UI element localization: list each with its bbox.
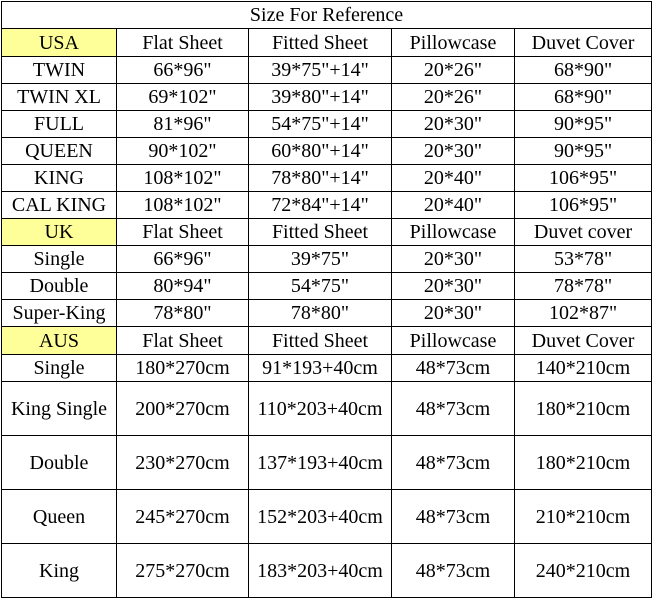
table-row — [2, 111, 652, 138]
dimension-cell: 81*96" — [117, 111, 249, 138]
dimension-cell: 137*193+40cm — [249, 436, 392, 490]
size-name-cell: TWIN XL — [2, 84, 117, 111]
dimension-cell: 106*95" — [515, 192, 652, 219]
dimension-cell: 20*30" — [392, 111, 515, 138]
dimension-cell: 140*210cm — [515, 355, 652, 382]
dimension-cell: 48*73cm — [392, 382, 515, 436]
size-reference-table — [1, 1, 652, 598]
dimension-cell: 39*75"+14" — [249, 57, 392, 84]
table-row — [2, 490, 652, 544]
dimension-cell: 90*95" — [515, 111, 652, 138]
size-name-cell: Double — [2, 436, 117, 490]
table-row — [2, 57, 652, 84]
column-header: Fitted Sheet — [249, 327, 392, 355]
dimension-cell: 210*210cm — [515, 490, 652, 544]
size-name-cell: Super-King — [2, 300, 117, 327]
dimension-cell: 54*75" — [249, 273, 392, 300]
dimension-cell: 20*26" — [392, 84, 515, 111]
region-label: AUS — [2, 327, 117, 355]
dimension-cell: 68*90" — [515, 57, 652, 84]
table-title: Size For Reference — [2, 2, 652, 29]
size-name-cell: Queen — [2, 490, 117, 544]
dimension-cell: 106*95" — [515, 165, 652, 192]
dimension-cell: 240*210cm — [515, 544, 652, 598]
size-name-cell: FULL — [2, 111, 117, 138]
dimension-cell: 78*80"+14" — [249, 165, 392, 192]
dimension-cell: 69*102" — [117, 84, 249, 111]
column-header: Pillowcase — [392, 327, 515, 355]
size-name-cell: Single — [2, 246, 117, 273]
title-row — [2, 2, 652, 29]
dimension-cell: 48*73cm — [392, 490, 515, 544]
dimension-cell: 78*80" — [117, 300, 249, 327]
dimension-cell: 180*270cm — [117, 355, 249, 382]
table-row — [2, 544, 652, 598]
size-name-cell: TWIN — [2, 57, 117, 84]
column-header: Pillowcase — [392, 29, 515, 57]
dimension-cell: 78*80" — [249, 300, 392, 327]
dimension-cell: 80*94" — [117, 273, 249, 300]
dimension-cell: 20*30" — [392, 300, 515, 327]
column-header: Duvet Cover — [515, 327, 652, 355]
table-row — [2, 355, 652, 382]
dimension-cell: 230*270cm — [117, 436, 249, 490]
table-row — [2, 273, 652, 300]
dimension-cell: 91*193+40cm — [249, 355, 392, 382]
section-header-row-usa — [2, 29, 652, 57]
dimension-cell: 78*78" — [515, 273, 652, 300]
dimension-cell: 20*40" — [392, 192, 515, 219]
dimension-cell: 245*270cm — [117, 490, 249, 544]
column-header: Flat Sheet — [117, 29, 249, 57]
table-row — [2, 84, 652, 111]
size-name-cell: QUEEN — [2, 138, 117, 165]
dimension-cell: 66*96" — [117, 246, 249, 273]
column-header: Duvet Cover — [515, 29, 652, 57]
dimension-cell: 48*73cm — [392, 436, 515, 490]
dimension-cell: 152*203+40cm — [249, 490, 392, 544]
table-row — [2, 382, 652, 436]
dimension-cell: 108*102" — [117, 192, 249, 219]
dimension-cell: 180*210cm — [515, 436, 652, 490]
dimension-cell: 53*78" — [515, 246, 652, 273]
region-label: UK — [2, 219, 117, 246]
dimension-cell: 48*73cm — [392, 355, 515, 382]
column-header: Flat Sheet — [117, 327, 249, 355]
dimension-cell: 200*270cm — [117, 382, 249, 436]
size-name-cell: Double — [2, 273, 117, 300]
dimension-cell: 54*75"+14" — [249, 111, 392, 138]
table-row — [2, 246, 652, 273]
dimension-cell: 20*30" — [392, 246, 515, 273]
dimension-cell: 72*84"+14" — [249, 192, 392, 219]
table-row — [2, 300, 652, 327]
column-header: Duvet cover — [515, 219, 652, 246]
column-header: Pillowcase — [392, 219, 515, 246]
column-header: Fitted Sheet — [249, 29, 392, 57]
size-name-cell: KING — [2, 165, 117, 192]
dimension-cell: 68*90" — [515, 84, 652, 111]
table-body — [2, 2, 652, 598]
dimension-cell: 20*26" — [392, 57, 515, 84]
dimension-cell: 275*270cm — [117, 544, 249, 598]
size-name-cell: CAL KING — [2, 192, 117, 219]
dimension-cell: 20*30" — [392, 138, 515, 165]
dimension-cell: 183*203+40cm — [249, 544, 392, 598]
dimension-cell: 48*73cm — [392, 544, 515, 598]
column-header: Fitted Sheet — [249, 219, 392, 246]
table-row — [2, 436, 652, 490]
table-row — [2, 192, 652, 219]
dimension-cell: 180*210cm — [515, 382, 652, 436]
section-header-row-uk — [2, 219, 652, 246]
section-header-row-aus — [2, 327, 652, 355]
dimension-cell: 39*80"+14" — [249, 84, 392, 111]
dimension-cell: 66*96" — [117, 57, 249, 84]
dimension-cell: 90*102" — [117, 138, 249, 165]
table-row — [2, 165, 652, 192]
size-name-cell: King Single — [2, 382, 117, 436]
dimension-cell: 60*80"+14" — [249, 138, 392, 165]
dimension-cell: 20*30" — [392, 273, 515, 300]
table-row — [2, 138, 652, 165]
dimension-cell: 110*203+40cm — [249, 382, 392, 436]
dimension-cell: 102*87" — [515, 300, 652, 327]
dimension-cell: 90*95" — [515, 138, 652, 165]
dimension-cell: 20*40" — [392, 165, 515, 192]
size-name-cell: Single — [2, 355, 117, 382]
size-name-cell: King — [2, 544, 117, 598]
dimension-cell: 108*102" — [117, 165, 249, 192]
region-label: USA — [2, 29, 117, 57]
column-header: Flat Sheet — [117, 219, 249, 246]
dimension-cell: 39*75" — [249, 246, 392, 273]
